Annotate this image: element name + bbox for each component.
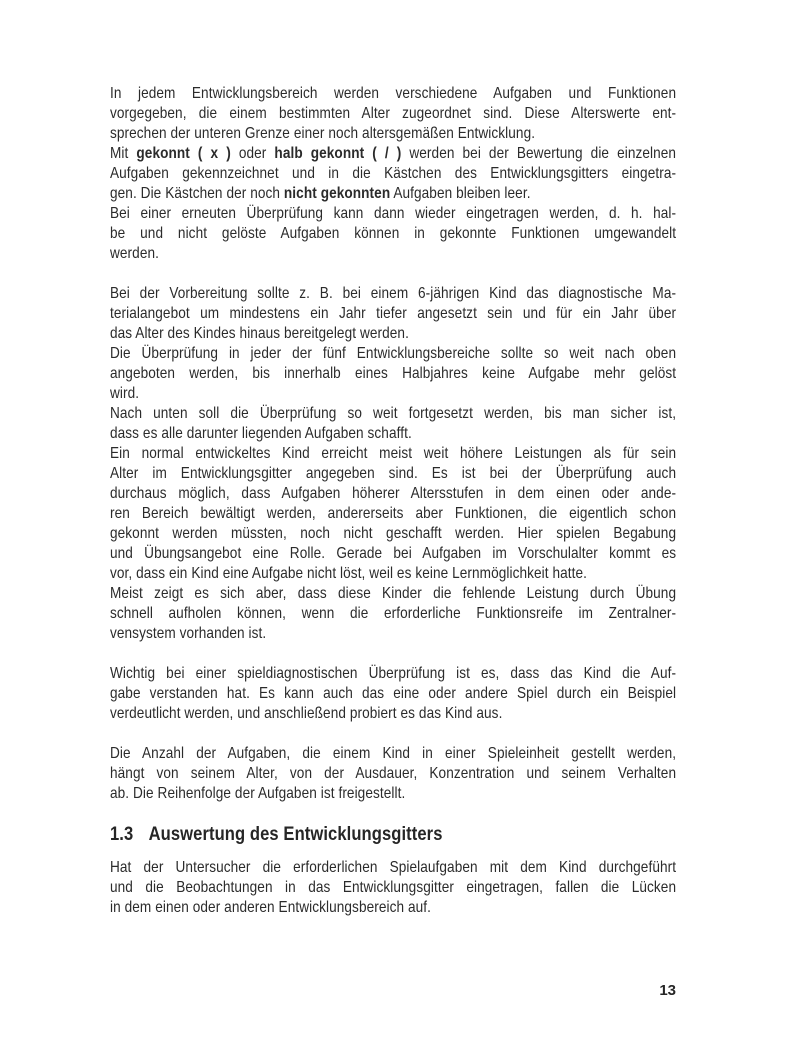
paragraph: [110, 664, 676, 724]
body-text: das Alter des Kindes hinaus bereitgelegt werden.: [110, 325, 409, 342]
body-text: be und nicht gelöste Aufgaben können in gekonnte Funktionen umgewandelt: [110, 225, 677, 242]
text-line: [110, 584, 676, 604]
body-text: In jedem Entwicklungsbereich werden verschiedene Aufgaben und Funktionen: [110, 85, 677, 102]
body-text: gekonnt werden müssten, noch nicht geschafft werden. Hier spielen Begabung: [110, 525, 677, 542]
text-line: [110, 324, 676, 344]
body-text: vensystem vorhanden ist.: [110, 625, 267, 642]
paragraph: [110, 584, 676, 644]
body-text: gabe verstanden hat. Es kann auch das eine oder andere Spiel durch ein Beispiel: [110, 685, 677, 702]
text-line: [110, 224, 676, 244]
text-line: [110, 664, 676, 684]
body-text: werden bei der Bewertung die einzelnen: [401, 145, 677, 162]
body-text: Meist zeigt es sich aber, dass diese Kinder die fehlende Leistung durch Übung: [110, 585, 677, 602]
body-text: terialangebot um mindestens ein Jahr tiefer angesetzt sein und für ein Jahr über: [110, 305, 677, 322]
section-number: 1.3: [110, 823, 134, 845]
text-line: [110, 858, 676, 878]
text-line: [110, 364, 676, 384]
text-line: [110, 544, 676, 564]
bold-text: halb gekonnt ( / ): [274, 145, 402, 162]
paragraph: [110, 284, 676, 344]
text-line: [110, 164, 676, 184]
text-line: [110, 124, 676, 144]
body-text: in dem einen oder anderen Entwicklungsbereich auf.: [110, 899, 432, 916]
text-line: [110, 898, 676, 918]
body-text: ab. Die Reihenfolge der Aufgaben ist freigestellt.: [110, 785, 406, 802]
text-line: [110, 764, 676, 784]
body-text: vor, dass ein Kind eine Aufgabe nicht löst, weil es keine Lernmöglichkeit hatte.: [110, 565, 588, 582]
body-text: und Übungsangebot eine Rolle. Gerade bei Aufgaben im Vorschulalter kommt es: [110, 545, 677, 562]
text-line: [110, 878, 676, 898]
text-line: [110, 424, 676, 444]
paragraph: [110, 858, 676, 918]
body-text: Bei der Vorbereitung sollte z. B. bei einem 6-jährigen Kind das diagnostische Ma-: [110, 285, 677, 302]
paragraph: [110, 144, 676, 204]
text-line: [110, 504, 676, 524]
text-line: [110, 444, 676, 464]
body-text: Ein normal entwickeltes Kind erreicht meist weit höhere Leistungen als für sein: [110, 445, 677, 462]
text-line: [110, 384, 676, 404]
text-line: [110, 484, 676, 504]
text-line: [110, 344, 676, 364]
body-text: ren Bereich bewältigt werden, andererseits aber Funktionen, die eigentlich schon: [110, 505, 677, 522]
body-text: sprechen der unteren Grenze einer noch altersgemäßen Entwicklung.: [110, 125, 536, 142]
paragraph: [110, 404, 676, 444]
body-text: Nach unten soll die Überprüfung so weit fortgesetzt werden, bis man sicher ist,: [110, 405, 677, 422]
text-line: [110, 684, 676, 704]
text-line: [110, 404, 676, 424]
body-text: und die Beobachtungen in das Entwicklungsgitter eingetragen, fallen die Lücken: [110, 879, 677, 896]
text-line: [110, 784, 676, 804]
text-line: [110, 184, 676, 204]
text-line: [110, 84, 676, 104]
text-line: [110, 304, 676, 324]
body-text: Bei einer erneuten Überprüfung kann dann wieder eingetragen werden, d. h. hal-: [110, 205, 677, 222]
body-text: angeboten werden, bis innerhalb eines Halbjahres keine Aufgabe mehr gelöst: [110, 365, 677, 382]
text-line: [110, 624, 676, 644]
text-line: [110, 244, 676, 264]
body-text: Mit: [110, 145, 137, 162]
paragraph: [110, 444, 676, 584]
body-text: oder: [230, 145, 275, 162]
body-text: schnell aufholen können, wenn die erforderliche Funktionsreife im Zentralner-: [110, 605, 677, 622]
body-text: Wichtig bei einer spieldiagnostischen Überprüfung ist es, dass das Kind die Auf-: [110, 665, 677, 682]
text-line: [110, 104, 676, 124]
text-line: [110, 284, 676, 304]
text-line: [110, 704, 676, 724]
body-text: dass es alle darunter liegenden Aufgaben schafft.: [110, 425, 412, 442]
body-text: werden.: [110, 245, 159, 262]
body-text: Hat der Untersucher die erforderlichen Spielaufgaben mit dem Kind durchgeführt: [110, 859, 677, 876]
text-line: [110, 204, 676, 224]
body-text: Die Anzahl der Aufgaben, die einem Kind in einer Spieleinheit gestellt werden,: [110, 745, 677, 762]
section-heading: [110, 822, 676, 846]
text-line: [110, 464, 676, 484]
body-text: gen. Die Kästchen der noch: [110, 185, 284, 202]
body-text: durchaus möglich, dass Aufgaben höherer Altersstufen in dem einen oder ande-: [110, 485, 677, 502]
paragraph: [110, 344, 676, 404]
text-column: [110, 84, 676, 918]
body-text: Die Überprüfung in jeder der fünf Entwicklungsbereiche sollte so weit nach oben: [110, 345, 677, 362]
text-line: [110, 524, 676, 544]
text-line: [110, 744, 676, 764]
text-line: [110, 144, 676, 164]
body-text: Aufgaben bleiben leer.: [390, 185, 531, 202]
paragraph: [110, 744, 676, 804]
text-line: [110, 604, 676, 624]
bold-text: gekonnt ( x ): [136, 145, 231, 162]
body-text: hängt von seinem Alter, von der Ausdauer, Konzentration und seinem Verhalten: [110, 765, 677, 782]
body-text: vorgegeben, die einem bestimmten Alter zugeordnet sind. Diese Alterswerte ent-: [110, 105, 677, 122]
body-text: Aufgaben gekennzeichnet und in die Kästchen des Entwicklungsgitters eingetra-: [110, 165, 677, 182]
bold-text: nicht gekonnten: [283, 185, 391, 202]
paragraph: [110, 84, 676, 144]
paragraph: [110, 204, 676, 264]
page-number: 13: [659, 982, 676, 999]
text-line: [110, 564, 676, 584]
body-text: wird.: [110, 385, 140, 402]
section-title: Auswertung des Entwicklungsgitters: [148, 823, 443, 845]
body-text: Alter im Entwicklungsgitter angegeben sind. Es ist bei der Überprüfung auch: [110, 465, 677, 482]
body-text: verdeutlicht werden, und anschließend probiert es das Kind aus.: [110, 705, 503, 722]
